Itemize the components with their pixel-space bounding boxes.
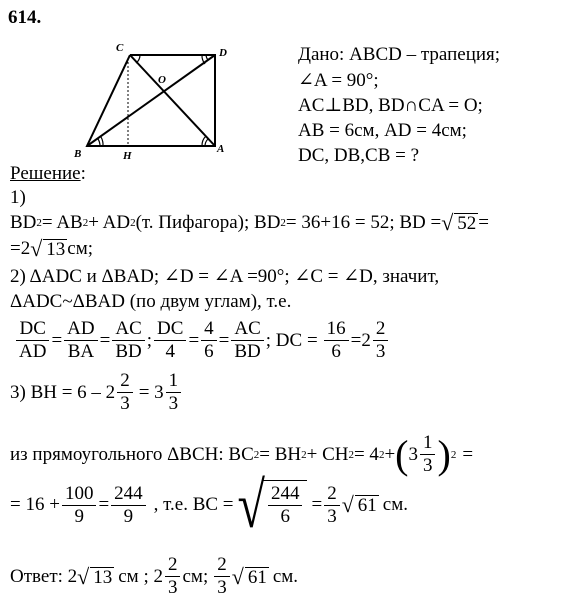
label-b: B [74,148,82,160]
given-line-2: ∠A = 90°; [298,70,379,91]
problem-number: 614. [8,7,42,28]
given-line-1: Дано: ABCD – трапеция; [298,44,501,65]
label-o: O [158,74,166,86]
answer-sqrt-13: 13 [90,567,114,587]
frac-dc-ad: $\frac{DC}{AD}$ [16,318,49,363]
solution-heading: Решение: [10,163,86,184]
trapezoid-figure [72,40,232,165]
frac-ac-bd: $\frac{AC}{BD}$ [112,318,144,363]
proportion-row: $\frac{DC}{AD}$ = $\frac{AD}{BA}$ = $\frac{AC}{BD}$ ; $\frac{DC}{4}$ = $\frac{4}{6}$ = $\frac{AC}{BD}$ ; DC = $\frac{16}{6}$ = 2 $\frac{2}{3}$ [14,318,390,363]
step1-label: 1) [10,187,26,208]
frac-ac-bd-2: $\frac{AC}{BD}$ [231,318,263,363]
big-sqrt: √ $\frac{244}{6}$ [238,480,308,530]
frac-2-3: $\frac{2}{3}$ [373,318,389,363]
frac-16-6: $\frac{16}{6}$ [324,318,349,363]
step3-row: 3) BH = 6 – 2 $\frac{2}{3}$ = 3 $\frac{1}{3}$ [10,370,183,415]
diagonal-ca [130,55,215,146]
answer-row: Ответ: 2 √ 13 см ; 2 $\frac{2}{3}$ см; $\frac{2}{3}$ √ 61 см. [10,554,299,598]
answer-sqrt-61: 61 [245,567,269,587]
frac-dc-4: $\frac{DC}{4}$ [154,318,186,363]
label-c: C [116,42,124,54]
solution-heading-text: Решение [10,163,81,184]
frac-4-6: $\frac{4}{6}$ [201,318,217,363]
label-h: H [123,150,132,162]
step2-line-1: 2) ΔADC и ΔBAD; ∠D = ∠A =90°; ∠C = ∠D, значит, [10,266,440,287]
frac-ad-ba: $\frac{AD}{BA}$ [64,318,97,363]
step1-equation: BD 2 = AB 2 + AD 2 (т. Пифагора); BD 2 = 36+16 = 52; BD = √ 52 = [10,210,490,235]
diagonal-bd [87,55,215,146]
bch-row: из прямоугольного ΔBCH: BC 2 = BH 2 + CH 2 = 4 2 + ( 3 $\frac{1}{3}$ ) 2 = [10,431,474,477]
sqrt-52: 52 [454,213,478,233]
label-d: D [219,47,227,59]
given-line-5: DC, DB,CB = ? [298,145,420,166]
sqrt-13: 13 [43,239,67,259]
sqrt-61: 61 [355,495,379,515]
final-calc-row: = 16 + $\frac{100}{9}$ = $\frac{244}{9}$ , т.е. BC = √ $\frac{244}{6}$ = $\frac{2}{3}$ √ 61 см. [10,468,408,542]
given-line-4: AB = 6см, AD = 4см; [298,120,467,141]
step2-line-2: ΔADC~ΔBAD (по двум углам), т.е. [10,291,292,312]
step1-result: =2 √ 13 см; [10,236,94,261]
given-line-3: AC⊥BD, BD∩CA = O; [298,95,483,116]
label-a: A [217,143,225,155]
